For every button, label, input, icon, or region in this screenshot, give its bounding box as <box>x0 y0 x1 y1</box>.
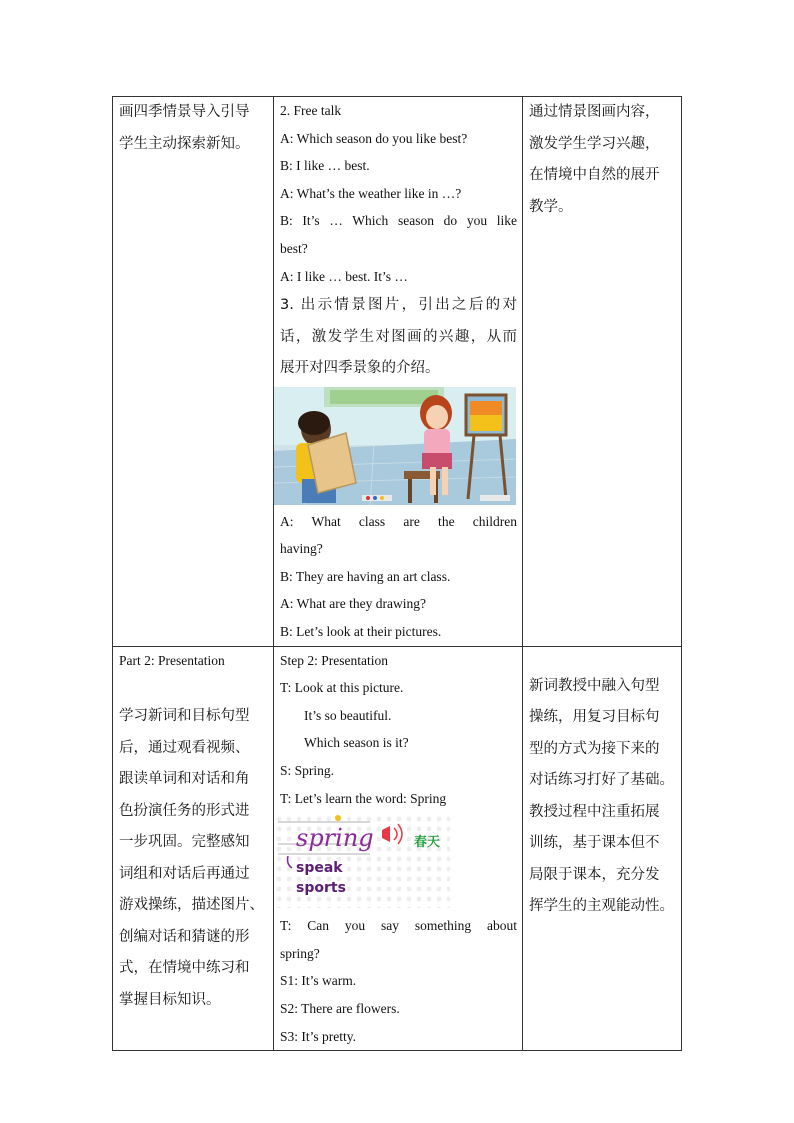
text-line: 教授过程中注重拓展 <box>529 803 660 820</box>
dialogue-line: Which season is it? <box>304 735 409 751</box>
text-line: 局限于课本，充分发 <box>529 866 660 883</box>
dialogue-line: A: I like … best. It’s … <box>280 268 408 284</box>
text-line: 式，在情境中练习和 <box>119 960 250 977</box>
instruction-line: 话，激发学生对图画的兴趣，从而 <box>280 328 517 345</box>
art-class-illustration <box>274 387 516 505</box>
dialogue-line: spring? <box>280 945 320 961</box>
text-line: 一步巩固。完整感知 <box>119 834 250 851</box>
spring-chinese: 春天 <box>414 835 441 851</box>
text-line: 教学。 <box>529 198 573 215</box>
dialogue-line: A: Which season do you like best? <box>280 130 468 146</box>
dialogue-line: B: Let’s look at their pictures. <box>280 624 442 640</box>
word-sports: sports <box>296 880 346 897</box>
text-line: 跟读单词和对话和角 <box>119 771 250 788</box>
table-row <box>113 646 682 1051</box>
dialogue-line: S: Spring. <box>280 763 335 778</box>
text-line: 学生主动探索新知。 <box>119 135 250 152</box>
word-speak: speak <box>296 860 343 877</box>
row2-objective-cell <box>113 646 274 1051</box>
text-line: 学习新词和目标句型 <box>119 708 250 725</box>
dialogue-line: B: They are having an art class. <box>280 568 451 584</box>
row1-purpose-cell <box>523 97 682 647</box>
text-line: 色扮演任务的形式进 <box>119 802 250 819</box>
row2-purpose-cell <box>523 646 682 1051</box>
text-line: 在情境中自然的展开 <box>529 167 660 183</box>
dialogue-line: B: It’s … Which season do you like <box>280 213 517 229</box>
text-line: 型的方式为接下来的 <box>529 740 660 757</box>
instruction-line: 展开对四季景象的介绍。 <box>280 360 440 377</box>
text-line: 训练，基于课本但不 <box>529 835 660 852</box>
row2-activity-cell <box>274 646 523 1051</box>
instruction-line: 3. 出示情景图片，引出之后的对 <box>280 297 517 314</box>
dialogue-line: It’s so beautiful. <box>304 707 392 723</box>
dialogue-line: best? <box>280 240 308 256</box>
dialogue-line: S3: It’s pretty. <box>280 1028 356 1044</box>
text-line: 创编对话和猜谜的形 <box>119 928 250 945</box>
text-line: 激发学生学习兴趣， <box>529 135 660 152</box>
spring-word-card <box>274 814 450 908</box>
dialogue-line: T: Can you say something about <box>280 918 517 934</box>
dialogue-line: B: I like … best. <box>280 158 370 174</box>
spring-word: spring <box>296 824 374 853</box>
text-line: 通过情景图画内容， <box>529 104 660 120</box>
row1-objective-cell <box>113 97 274 647</box>
dialogue-line: A: What are they drawing? <box>280 596 426 612</box>
lesson-plan-table <box>112 96 682 1051</box>
text-line: 词组和对话后再通过 <box>119 865 250 882</box>
dialogue-line: T: Let’s learn the word: Spring <box>280 790 447 806</box>
text-line: 后，通过观看视频、 <box>119 739 250 756</box>
dialogue-line: A: What’s the weather like in …? <box>280 185 462 201</box>
dialogue-line: A: What class are the children <box>280 513 517 529</box>
text-line: 对话练习打好了基础。 <box>529 772 674 789</box>
text-line: 游戏操练，描述图片、 <box>119 897 264 914</box>
text-line: 新词教授中融入句型 <box>529 677 660 694</box>
dialogue-line: S2: There are flowers. <box>280 1000 400 1016</box>
text-line: 挥学生的主观能动性。 <box>529 898 674 915</box>
dialogue-line: S1: It’s warm. <box>280 973 357 989</box>
text-line: 操练，用复习目标句 <box>529 709 660 726</box>
step-heading: Step 2: Presentation <box>280 652 388 668</box>
row1-activity-cell <box>274 97 523 647</box>
free-talk-heading: 2. Free talk <box>280 103 342 118</box>
text-line: 画四季情景导入引导 <box>119 104 250 120</box>
dialogue-line: having? <box>280 541 323 557</box>
section-title: Part 2: Presentation <box>119 652 225 668</box>
dialogue-line: T: Look at this picture. <box>280 680 404 696</box>
table-row <box>113 97 682 647</box>
text-line: 掌握目标知识。 <box>119 991 221 1008</box>
